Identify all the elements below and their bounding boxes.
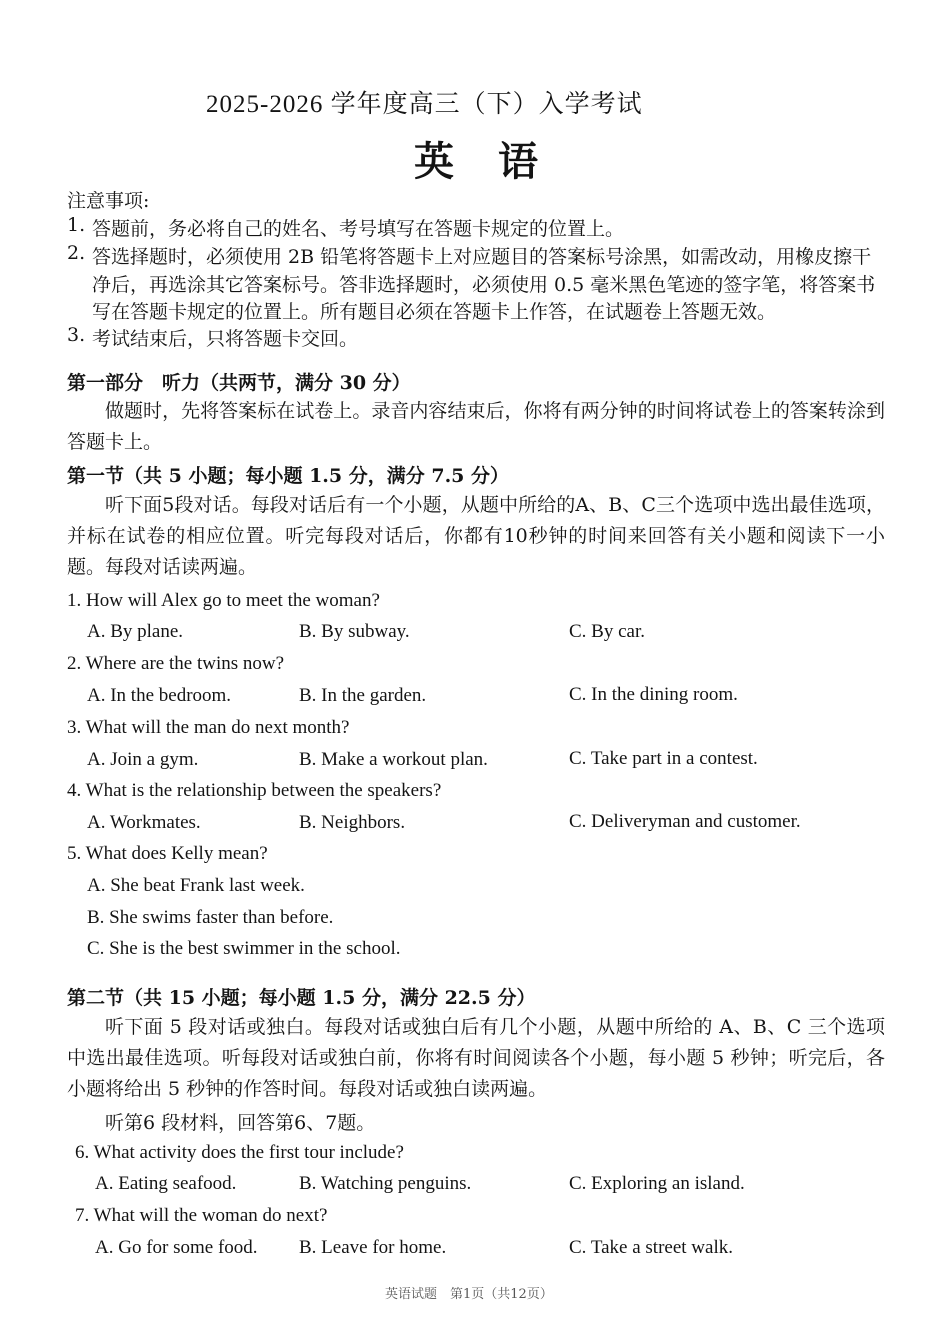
question-4: 4. What is the relationship between the speakers? [67,780,442,801]
q6-option-b: B. Watching penguins. [299,1173,472,1194]
q4-option-a: A. Workmates. [87,812,201,833]
part1-intro: 做题时，先将答案标在试卷上。录音内容结束后，你将有两分钟的时间将试卷上的答案转涂到答题卡上。 [67,400,885,453]
section1-intro: 听下面5段对话。每段对话后有一个小题，从题中所给的A、B、C三个选项中选出最佳选项，并标在试卷的相应位置。听完每段对话后，你都有10秒钟的时间来回答有关小题和阅读下一小题。每段对话读两遍。 [67,494,885,578]
q3-option-b: B. Make a workout plan. [299,749,488,770]
q1-option-a: A. By plane. [87,621,184,642]
notice-item-2-line-2: 净后，再选涂其它答案标号。答非选择题时，必须使用 0.5 毫米黑色笔迹的签字笔，将答案书 [92,274,876,296]
q7-option-c: C. Take a street walk. [569,1237,733,1258]
q4-option-c: C. Deliveryman and customer. [569,811,801,832]
notice-item-1-num: 1. [67,214,86,236]
q7-option-b: B. Leave for home. [299,1237,447,1258]
q5-option-b: B. She swims faster than before. [87,907,334,928]
q2-option-a: A. In the bedroom. [87,685,232,706]
q5-option-a: A. She beat Frank last week. [87,875,305,896]
question-3: 3. What will the man do next month? [67,717,350,738]
question-7: 7. What will the woman do next? [75,1205,328,1226]
question-1: 1. How will Alex go to meet the woman? [67,590,380,611]
q3-option-c: C. Take part in a contest. [569,748,758,769]
q5-option-c: C. She is the best swimmer in the school. [87,938,401,959]
section1-heading: 第一节（共 5 小题；每小题 1.5 分，满分 7.5 分） [67,465,510,487]
q3-option-a: A. Join a gym. [87,749,199,770]
notice-heading: 注意事项: [67,190,150,212]
q6-option-c: C. Exploring an island. [569,1173,745,1194]
q2-option-c: C. In the dining room. [569,684,738,705]
notice-item-2-line-3: 写在答题卡规定的位置上。所有题目必须在答题卡上作答，在试题卷上答题无效。 [92,301,777,323]
question-5: 5. What does Kelly mean? [67,843,268,864]
subject-title: 英 语 [414,138,540,185]
q1-option-b: B. By subway. [299,621,410,642]
section2-material: 听第6 段材料，回答第6、7题。 [105,1112,376,1134]
q6-option-a: A. Eating seafood. [95,1173,237,1194]
notice-item-2-line-1: 答选择题时，必须使用 2B 铅笔将答题卡上对应题目的答案标号涂黑，如需改动，用橡皮擦干 [92,246,872,268]
part1-heading: 第一部分 听力（共两节，满分 30 分） [67,372,411,394]
section2-intro: 听下面 5 段对话或独白。每段对话或独白后有几个小题，从题中所给的 A、B、C 三个选项中选出最佳选项。听每段对话或独白前，你将有时间阅读各个小题，每小题 5 秒钟；听完后，各小题将给出 5 秒钟的作答时间。每段对话或独白读两遍。 [67,1016,885,1100]
notice-item-3-num: 3. [67,324,86,346]
q1-option-c: C. By car. [569,621,645,642]
section2-heading: 第二节（共 15 小题；每小题 1.5 分，满分 22.5 分） [67,987,536,1009]
question-2: 2. Where are the twins now? [67,653,285,674]
notice-item-3: 考试结束后，只将答题卡交回。 [92,328,359,350]
q4-option-b: B. Neighbors. [299,812,406,833]
notice-item-1: 答题前，务必将自己的姓名、考号填写在答题卡规定的位置上。 [92,218,625,240]
question-6: 6. What activity does the first tour include? [75,1142,404,1163]
q2-option-b: B. In the garden. [299,685,427,706]
notice-item-2-num: 2. [67,242,86,264]
q7-option-a: A. Go for some food. [95,1237,258,1258]
page-footer: 英语试题 第1页（共12页） [385,1287,553,1302]
exam-title: 2025-2026 学年度高三（下）入学考试 [206,91,643,118]
